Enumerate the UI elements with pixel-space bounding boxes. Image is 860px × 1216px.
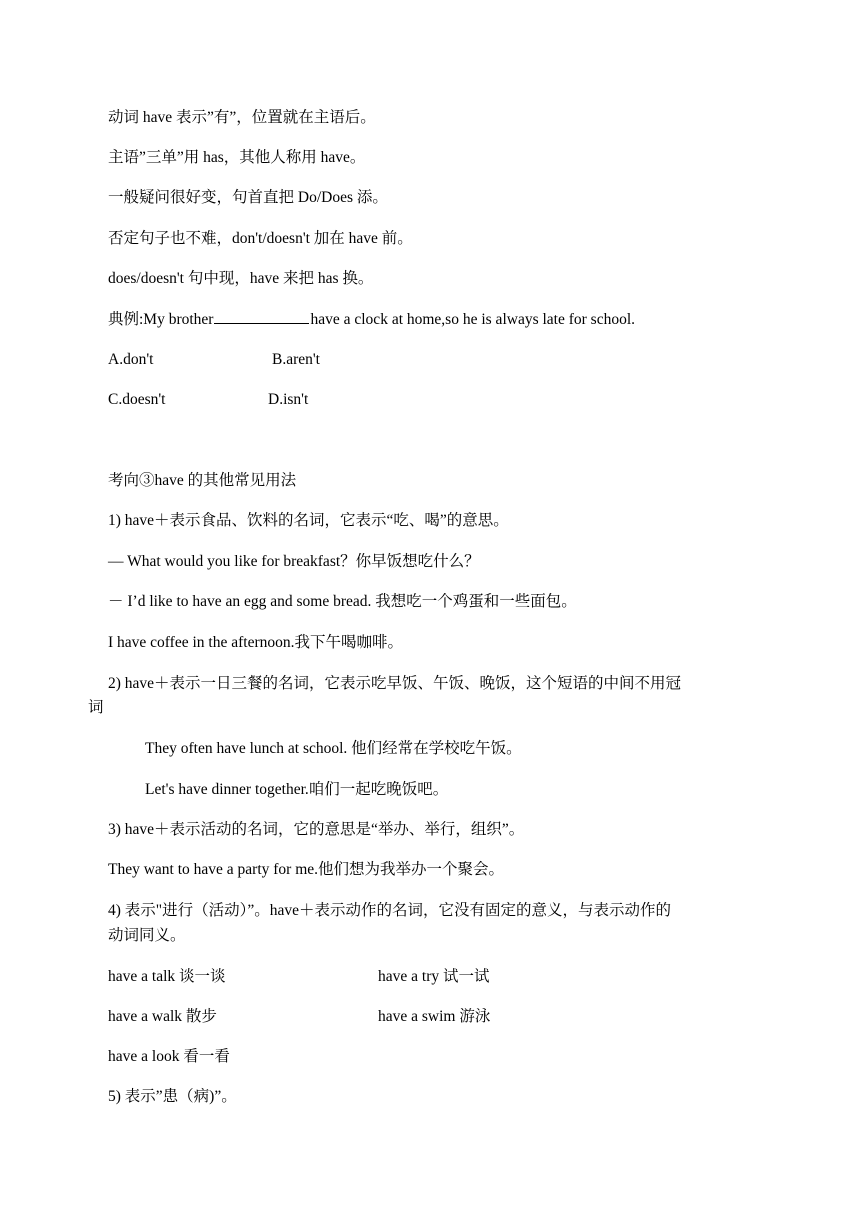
item-4-line-2: 动词同义。: [108, 927, 186, 944]
option-c: C.doesn't: [108, 391, 166, 408]
rule-line-3: 一般疑问很好变，句首直把 Do/Does 添。: [108, 189, 388, 206]
item-4-line-1: 4) 表示"进行（活动）”。have＋表示动作的名词，它没有固定的意义，与表示动作的: [108, 902, 672, 919]
rule-line-4: 否定句子也不难，don't/doesn't 加在 have 前。: [108, 230, 413, 247]
option-a: A.don't: [108, 351, 154, 368]
item-2-line-2: 词: [88, 699, 104, 716]
example-2a: They often have lunch at school. 他们经常在学校吃午饭。: [145, 740, 522, 757]
example-2b: Let's have dinner together.咱们一起吃晚饭吧。: [145, 781, 449, 798]
phrase-talk: have a talk 谈一谈: [108, 968, 226, 985]
example-prefix: 典例:My brother: [108, 311, 214, 328]
dialog-line-2: － I’d like to have an egg and some bread. 我想吃一个鸡蛋和一些面包。: [108, 593, 577, 610]
phrase-look: have a look 看一看: [108, 1048, 230, 1065]
option-d: D.isn't: [268, 391, 309, 408]
dialog-line-1: — What would you like for breakfast？你早饭想吃什么？: [108, 553, 480, 570]
item-5: 5) 表示”患（病)”。: [108, 1088, 237, 1105]
item-2-line-1: 2) have＋表示一日三餐的名词，它表示吃早饭、午饭、晚饭，这个短语的中间不用冠: [108, 675, 682, 692]
example-suffix: have a clock at home,so he is always late for school.: [310, 311, 636, 328]
example-3: They want to have a party for me.他们想为我举办一个聚会。: [108, 861, 505, 878]
rule-line-5: does/doesn't 句中现，have 来把 has 换。: [108, 270, 374, 287]
item-1: 1) have＋表示食品、饮料的名词，它表示“吃、喝”的意思。: [108, 512, 509, 529]
phrase-try: have a try 试一试: [378, 968, 490, 985]
option-b: B.aren't: [272, 351, 320, 368]
example-sentence: [108, 309, 635, 331]
phrase-swim: have a swim 游泳: [378, 1008, 491, 1025]
section-title: 考向③have 的其他常见用法: [108, 472, 297, 489]
answer-blank: [214, 309, 309, 324]
rule-line-2: 主语”三单”用 has，其他人称用 have。: [108, 149, 366, 166]
item-3: 3) have＋表示活动的名词，它的意思是“举办、举行，组织”。: [108, 821, 525, 838]
phrase-walk: have a walk 散步: [108, 1008, 217, 1025]
rule-line-1: 动词 have 表示”有”，位置就在主语后。: [108, 109, 376, 126]
example-1: I have coffee in the afternoon.我下午喝咖啡。: [108, 634, 403, 651]
